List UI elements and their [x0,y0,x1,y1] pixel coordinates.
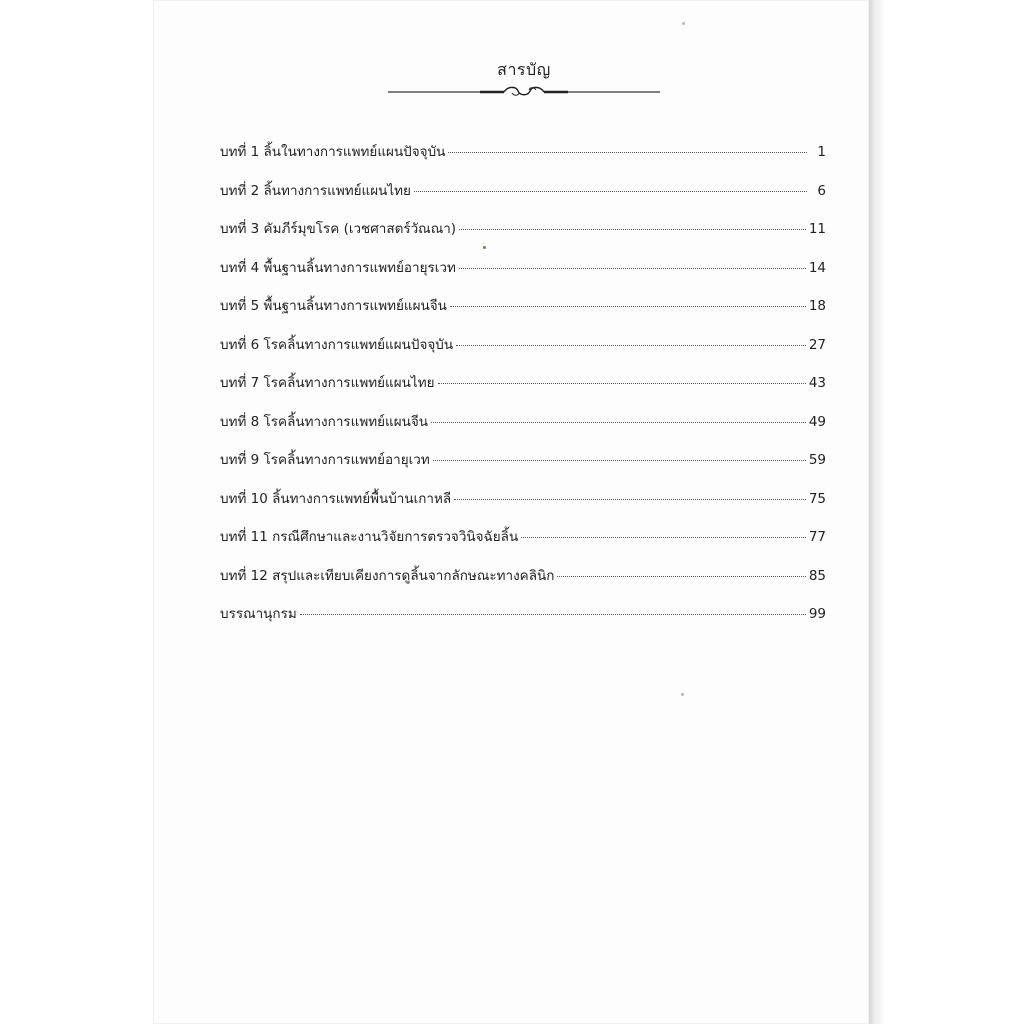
toc-page-number: 49 [808,413,826,430]
toc-entry[interactable] [220,333,826,372]
toc-page-number: 11 [808,221,826,237]
toc-page-number: 6 [817,182,826,199]
dot-leader [456,345,806,346]
toc-page-number: 14 [808,259,826,276]
dot-leader [459,268,806,269]
dot-leader [459,229,806,230]
toc-entry[interactable] [220,487,826,526]
toc-entry[interactable] [220,448,826,487]
toc-page-number: 1 [817,144,826,160]
toc-entry-title: บทที่ 8 โรคลิ้นทางการแพทย์แผนจีน [220,413,429,430]
toc-entry-title: บทที่ 2 ลิ้นทางการแพทย์แผนไทย [220,182,411,199]
toc-page-number: 85 [808,567,826,584]
dot-leader [521,537,806,538]
toc-entry[interactable] [220,602,826,641]
toc-entry-title: บทที่ 6 โรคลิ้นทางการแพทย์แผนปัจจุบัน [220,336,454,353]
page-title: สารบัญ [497,60,551,79]
dot-leader [438,383,806,384]
toc-entry[interactable] [220,294,826,333]
dot-leader [300,614,806,615]
toc-entry-title: บทที่ 4 พื้นฐานลิ้นทางการแพทย์อายุรเวท [220,259,456,276]
toc-entry-title: บทที่ 5 พื้นฐานลิ้นทางการแพทย์แผนจีน [220,298,447,314]
toc-entry-title: บทที่ 7 โรคลิ้นทางการแพทย์แผนไทย [220,375,435,391]
dust-speck [682,22,685,25]
dot-leader [450,306,806,307]
toc-page-number: 43 [808,375,826,391]
toc-entry[interactable] [220,140,826,179]
toc-page-number: 27 [808,336,826,353]
dot-leader [414,191,807,192]
toc-entry[interactable] [220,564,826,603]
toc-page-number: 18 [808,298,826,314]
toc-page-number: 75 [808,490,826,507]
toc-page-number: 59 [808,452,826,468]
toc-entry-title: บรรณานุกรม [220,606,297,622]
toc-entry[interactable] [220,256,826,295]
toc-entry-title: บทที่ 12 สรุปและเทียบเคียงการดูลิ้นจากลักษณะทางคลินิก [220,567,555,584]
dust-speck [681,693,684,696]
toc-entry[interactable] [220,525,826,564]
dot-leader [431,422,806,423]
toc-page-number: 99 [808,606,826,622]
toc-entry-title: บทที่ 1 ลิ้นในทางการแพทย์แผนปัจจุบัน [220,144,446,160]
toc-entry-title: บทที่ 10 ลิ้นทางการแพทย์พื้นบ้านเกาหลี [220,490,452,507]
toc-entry-title: บทที่ 9 โรคลิ้นทางการแพทย์อายุเวท [220,452,430,468]
table-of-contents [220,140,826,641]
toc-entry[interactable] [220,217,826,256]
toc-header [388,60,660,98]
dot-leader [454,499,806,500]
toc-entry-title: บทที่ 3 คัมภีร์มุขโรค (เวชศาสตร์วัณณา) [220,221,457,237]
toc-entry[interactable] [220,371,826,410]
dot-leader [448,152,807,153]
dot-leader [433,460,806,461]
binding-shadow [869,0,883,1024]
dot-leader [557,576,805,577]
toc-entry[interactable] [220,179,826,218]
flourish-divider-icon [388,84,660,98]
toc-entry-title: บทที่ 11 กรณีศึกษาและงานวิจัยการตรวจวินิจฉัยลิ้น [220,529,519,545]
toc-page-number: 77 [808,529,826,545]
toc-entry[interactable] [220,410,826,449]
